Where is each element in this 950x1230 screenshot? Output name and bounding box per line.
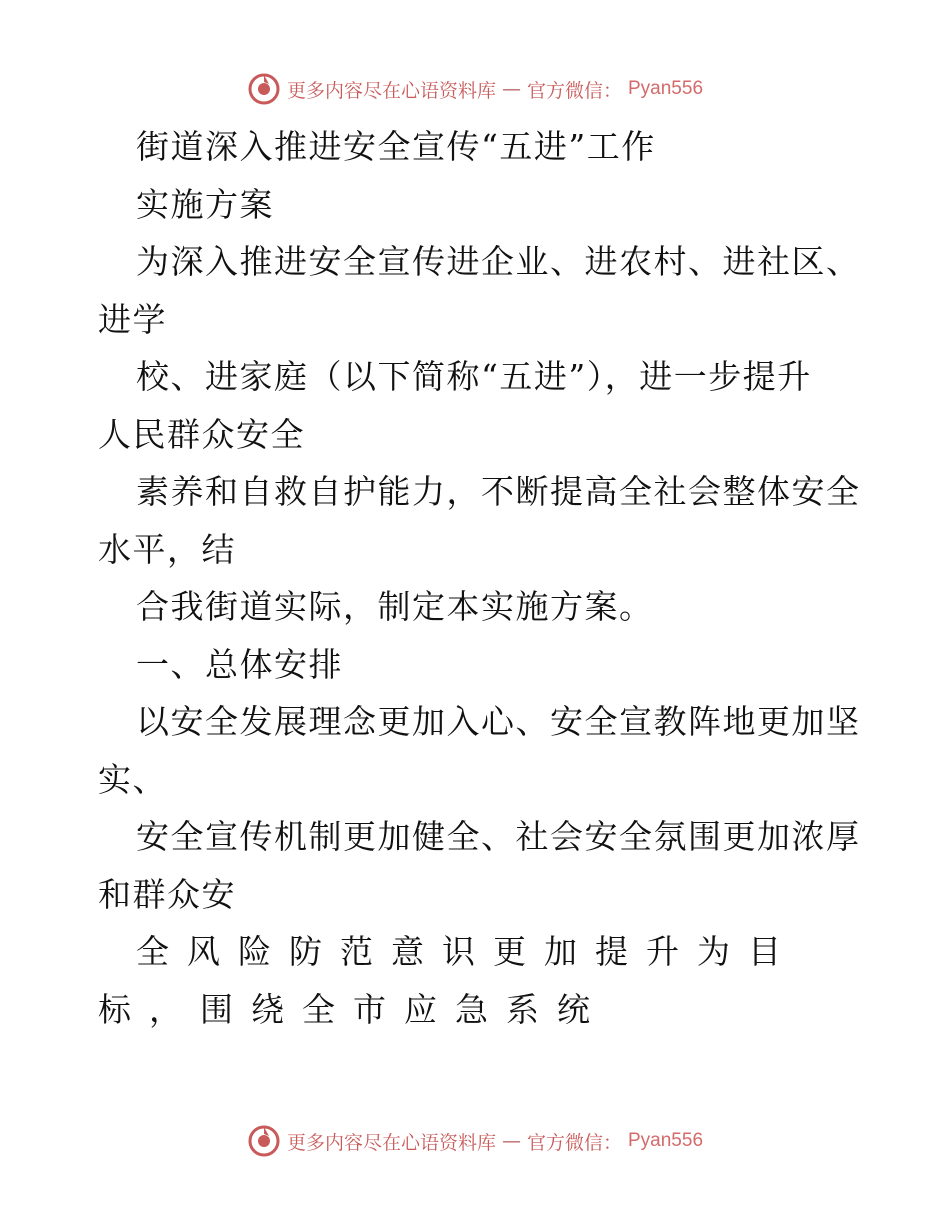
doc-title-line-2: 实施方案 xyxy=(136,184,274,224)
paragraph-line: 校、进家庭（以下简称“五进”），进一步提升 xyxy=(136,357,812,396)
banner-wechat-id: Pyan556 xyxy=(628,1130,704,1151)
paragraph-line: 实、 xyxy=(98,759,167,799)
paragraph-line: 和群众安 xyxy=(98,874,236,914)
footer-banner xyxy=(0,1124,950,1158)
paragraph-line: 为深入推进安全宣传进企业、进农村、进社区、 xyxy=(136,242,861,281)
banner-wechat-label: 官方微信： xyxy=(526,79,622,102)
banner-text: 更多内容尽在心语资料库 xyxy=(286,1131,496,1154)
banner-text: 更多内容尽在心语资料库 xyxy=(286,79,496,102)
banner-separator: — xyxy=(501,78,521,100)
paragraph-line: 安全宣传机制更加健全、社会安全氛围更加浓厚 xyxy=(136,817,861,856)
logo-icon xyxy=(247,1124,281,1158)
header-banner xyxy=(0,72,950,106)
paragraph-line: 水平，结 xyxy=(98,529,236,569)
banner-separator: — xyxy=(501,1130,521,1152)
section-heading: 一、总体安排 xyxy=(136,644,343,684)
paragraph-line: 标，围绕全市应急系统 xyxy=(98,989,608,1029)
paragraph-line: 合我街道实际，制定本实施方案。 xyxy=(136,587,654,626)
paragraph-line: 进学 xyxy=(98,299,167,339)
paragraph-line: 人民群众安全 xyxy=(98,414,305,454)
banner-wechat-id: Pyan556 xyxy=(628,78,704,99)
logo-icon xyxy=(247,72,281,106)
paragraph-line: 全风险防范意识更加提升为目 xyxy=(136,932,799,971)
banner-wechat-label: 官方微信： xyxy=(526,1131,622,1154)
paragraph-line: 素养和自救自护能力，不断提高全社会整体安全 xyxy=(136,472,861,511)
doc-title-line-1: 街道深入推进安全宣传“五进”工作 xyxy=(136,127,656,166)
paragraph-line: 以安全发展理念更加入心、安全宣教阵地更加坚 xyxy=(136,702,861,741)
document-body xyxy=(98,118,861,1038)
